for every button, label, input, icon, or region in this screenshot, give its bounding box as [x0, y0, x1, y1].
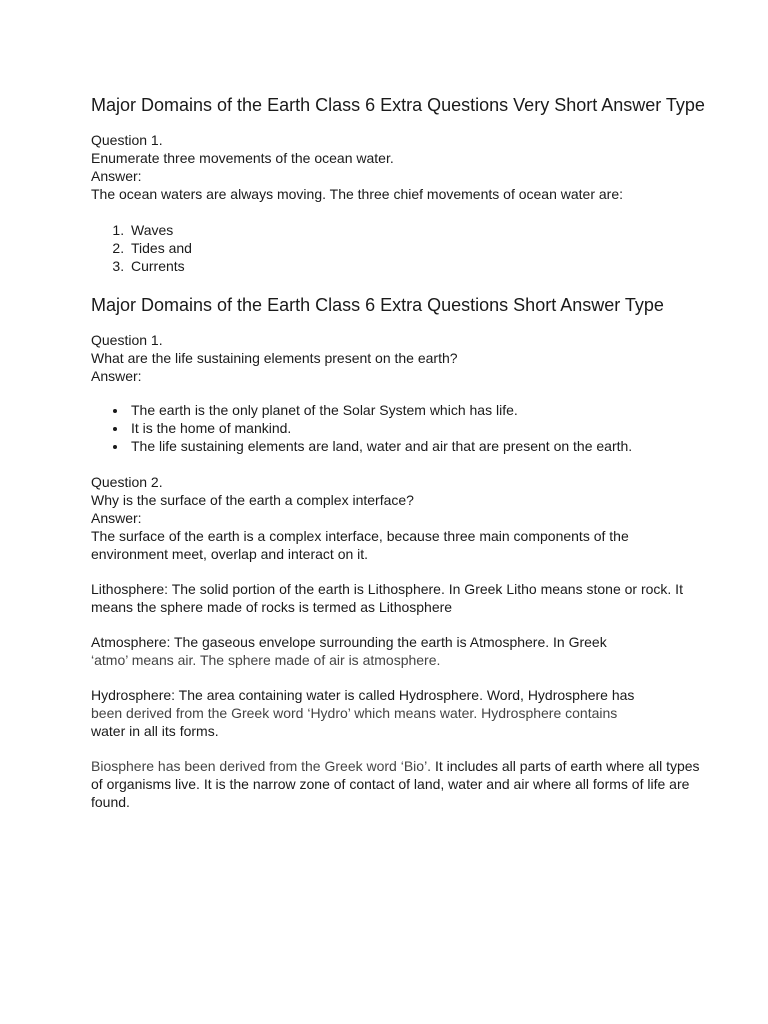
question-block-3 — [91, 473, 708, 563]
section-heading-short: Major Domains of the Earth Class 6 Extra Questions Short Answer Type — [91, 295, 664, 315]
section-heading-very-short: Major Domains of the Earth Class 6 Extra Questions Very Short Answer Type — [91, 95, 705, 115]
lithosphere-paragraph: Lithosphere: The solid portion of the earth is Lithosphere. In Greek Litho means stone or rock. It means the sphere made of rocks is termed as Lithosphere — [91, 581, 683, 615]
question-label: Question 2. — [91, 474, 163, 490]
question-text: Enumerate three movements of the ocean water. — [91, 150, 394, 166]
hydrosphere-text-line1: Hydrosphere: The area containing water is called Hydrosphere. Word, Hydrosphere has — [91, 687, 635, 703]
answer-text: The surface of the earth is a complex interface, because three main components of the environment meet, overlap and interact on it. — [91, 528, 629, 562]
question-label: Question 1. — [91, 332, 163, 348]
answer-label: Answer: — [91, 368, 142, 384]
answer-text: The ocean waters are always moving. The three chief movements of ocean water are: — [91, 186, 624, 202]
life-elements-list — [91, 401, 708, 455]
atmosphere-paragraph — [91, 633, 708, 669]
hydrosphere-text-line2: been derived from the Greek word ‘Hydro’ which means water. Hydrosphere contains — [91, 705, 618, 721]
list-item: • It is the home of mankind. — [128, 419, 708, 437]
list-item: • The earth is the only planet of the Solar System which has life. — [128, 401, 708, 419]
atmosphere-text-line1: Atmosphere: The gaseous envelope surrounding the earth is Atmosphere. In Greek — [91, 634, 607, 650]
movements-list — [91, 221, 708, 275]
list-item: 2. Tides and — [128, 239, 708, 257]
question-text: Why is the surface of the earth a complex interface? — [91, 492, 414, 508]
question-label: Question 1. — [91, 132, 163, 148]
list-item: 1. Waves — [128, 221, 708, 239]
list-item: 3. Currents — [128, 257, 708, 275]
biosphere-text-rest: It includes all parts of earth where all types of organisms live. It is the narrow zone of contact of land, water and air where all forms of life are found. — [91, 758, 700, 810]
hydrosphere-paragraph — [91, 686, 708, 740]
answer-label: Answer: — [91, 510, 142, 526]
atmosphere-text-line2: ‘atmo’ means air. The sphere made of air is atmosphere. — [91, 652, 441, 668]
list-item: • The life sustaining elements are land, water and air that are present on the earth. — [128, 437, 708, 455]
hydrosphere-text-line3: water in all its forms. — [91, 723, 219, 739]
biosphere-paragraph — [91, 757, 708, 811]
question-block-2 — [91, 331, 708, 385]
question-text: What are the life sustaining elements present on the earth? — [91, 350, 458, 366]
biosphere-text-start: Biosphere has been derived from the Greek word ‘Bio’. — [91, 758, 432, 774]
answer-label: Answer: — [91, 168, 142, 184]
question-block-1 — [91, 131, 708, 203]
